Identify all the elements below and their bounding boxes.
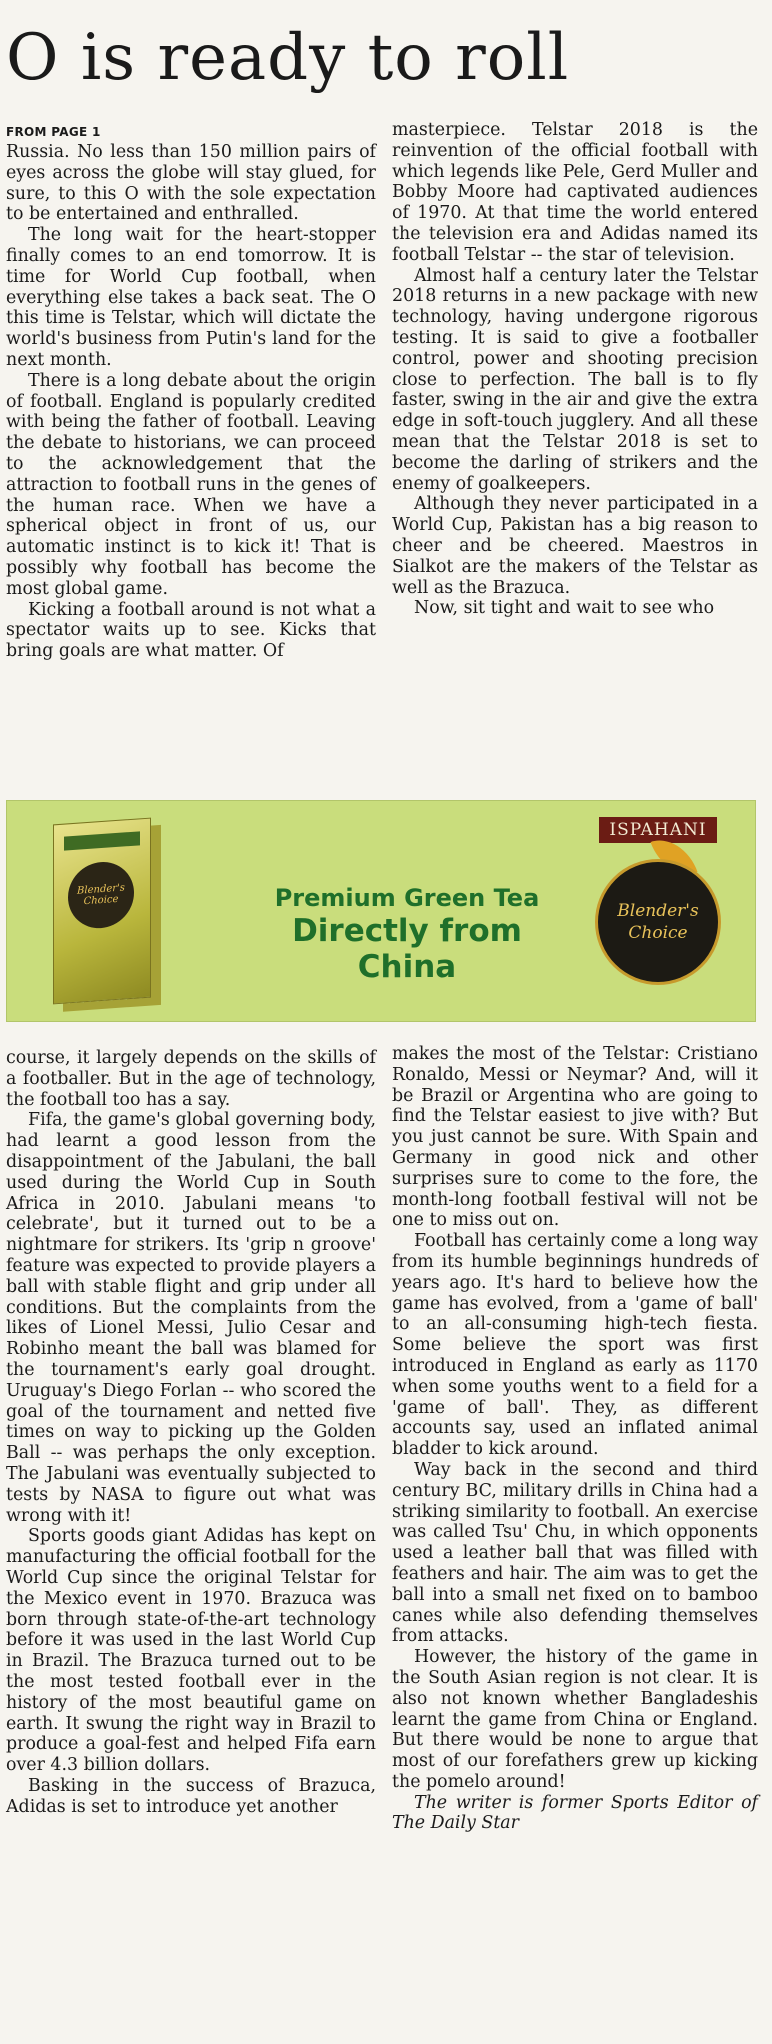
paragraph: masterpiece. Telstar 2018 is the reinvention of the official football with which legends like Pele, Gerd Muller and Bobby Moore had captivated audiences of 1970. At that time the world entered the television era and Adidas named its football Telstar -- the star of television. bbox=[392, 120, 758, 265]
paragraph: However, the history of the game in the South Asian region is not clear. It is also not known whether Bangladeshis learnt the game from China or England. But there would be none to argue that most of our forefathers grew up kicking the pomelo around! bbox=[392, 1647, 758, 1792]
paragraph: Basking in the success of Brazuca, Adidas is set to introduce yet another bbox=[6, 1775, 376, 1817]
paragraph: There is a long debate about the origin of football. England is popularly credited with being the father of football. Leaving the debate to historians, we can proceed to the acknowledgement that the attraction to football runs in the genes of the human race. When we have a spherical object in front of us, our automatic instinct is to kick it! That is possibly why football has become the most global game. bbox=[6, 370, 376, 599]
blenders-choice-logo: Blender's Choice bbox=[595, 859, 721, 985]
paragraph: makes the most of the Telstar: Cristiano Ronaldo, Messi or Neymar? And, will it be Brazil or Argentina who are going to find the Telstar easiest to jive with? But you just cannot be sure. With Spain and Germany in good nick and other surprises sure to come to the fore, the month-long football festival will not be one to miss out on. bbox=[392, 1044, 758, 1231]
ad-tagline bbox=[257, 883, 557, 985]
paragraph: Almost half a century later the Telstar 2018 returns in a new package with new technology, having undergone rigorous testing. It is said to give a footballer control, power and shooting precision close to perfection. The ball is to fly faster, swing in the air and give the extra edge in soft-touch jugglery. And all these mean that the Telstar 2018 is set to become the darling of strikers and the enemy of goalkeepers. bbox=[392, 265, 758, 494]
paragraph: Football has certainly come a long way from its humble beginnings hundreds of years ago. It's hard to believe how the game has evolved, from a 'game of ball' to an all-consuming high-tech fiesta. Some believe the sport was first introduced in England as early as 1170 when some youths went to a field for a 'game of ball'. They, as different accounts say, used an inflated animal bladder to kick around. bbox=[392, 1231, 758, 1460]
paragraph: Fifa, the game's global governing body, had learnt a good lesson from the disappointment of the Jabulani, the ball used during the World Cup in South Africa in 2010. Jabulani means 'to celebrate', but it turned out to be a nightmare for strikers. Its 'grip n groove' feature was expected to provide players a ball with stable flight and grip under all conditions. But the complaints from the likes of Lionel Messi, Julio Cesar and Robinho meant the ball was blamed for the tournament's early goal drought. Uruguay's Diego Forlan -- who scored the goal of the tournament and netted five times on way to picking up the Golden Ball -- was perhaps the only exception. The Jabulani was eventually subjected to tests by NASA to figure out what was wrong with it! bbox=[6, 1110, 376, 1526]
article-column-3 bbox=[6, 1048, 376, 1817]
paragraph: Kicking a football around is not what a spectator waits up to see. Kicks that bring goals are what matter. Of bbox=[6, 599, 376, 662]
green-tea-advertisement[interactable] bbox=[6, 800, 756, 1022]
kicker: FROM PAGE 1 bbox=[6, 125, 101, 139]
paragraph: Way back in the second and third century BC, military drills in China had a striking similarity to football. An exercise was called Tsu' Chu, in which opponents used a leather ball that was filled with feathers and hair. The aim was to get the ball into a small net fixed on to bamboo canes while also defending themselves from attacks. bbox=[392, 1459, 758, 1647]
ispahani-brand: ISPAHANI bbox=[599, 817, 717, 843]
headline: O is ready to roll bbox=[6, 21, 570, 95]
paragraph: Although they never participated in a World Cup, Pakistan has a big reason to cheer and be cheered. Maestros in Sialkot are the makers of the Telstar as well as the Brazuca. bbox=[392, 494, 758, 598]
ad-tagline-line1: Premium Green Tea bbox=[274, 884, 540, 912]
author-byline: The writer is former Sports Editor of The Daily Star bbox=[392, 1792, 758, 1834]
box-brand-strip bbox=[64, 831, 140, 850]
paragraph: The long wait for the heart-stopper finally comes to an end tomorrow. It is time for World Cup football, when everything else takes a back seat. The O this time is Telstar, which will dictate the world's business from Putin's land for the next month. bbox=[6, 225, 376, 370]
article-column-1 bbox=[6, 124, 376, 662]
article-column-4 bbox=[392, 1044, 758, 1834]
paragraph: Russia. No less than 150 million pairs of eyes across the globe will stay glued, for sure, to this O with the sole expectation to be entertained and enthralled. bbox=[6, 142, 376, 225]
tea-box-image bbox=[53, 818, 151, 1005]
paragraph: Now, sit tight and wait to see who bbox=[414, 598, 715, 619]
paragraph: course, it largely depends on the skills of a footballer. But in the age of technology, the football too has a say. bbox=[6, 1048, 376, 1110]
paragraph: Sports goods giant Adidas has kept on manufacturing the official football for the World Cup since the original Telstar for the Mexico event in 1970. Brazuca was born through state-of-the-art technology before it was used in the last World Cup in Brazil. The Brazuca turned out to be the most tested football ever in the history of the most beautiful game on earth. It swung the right way in Brazil to produce a goal-fest and helped Fifa earn over 4.3 billion dollars. bbox=[6, 1526, 376, 1776]
article-column-2 bbox=[392, 120, 758, 619]
ad-tagline-line2: Directly from China bbox=[292, 913, 522, 985]
box-product-label: Blender's Choice bbox=[68, 860, 134, 931]
